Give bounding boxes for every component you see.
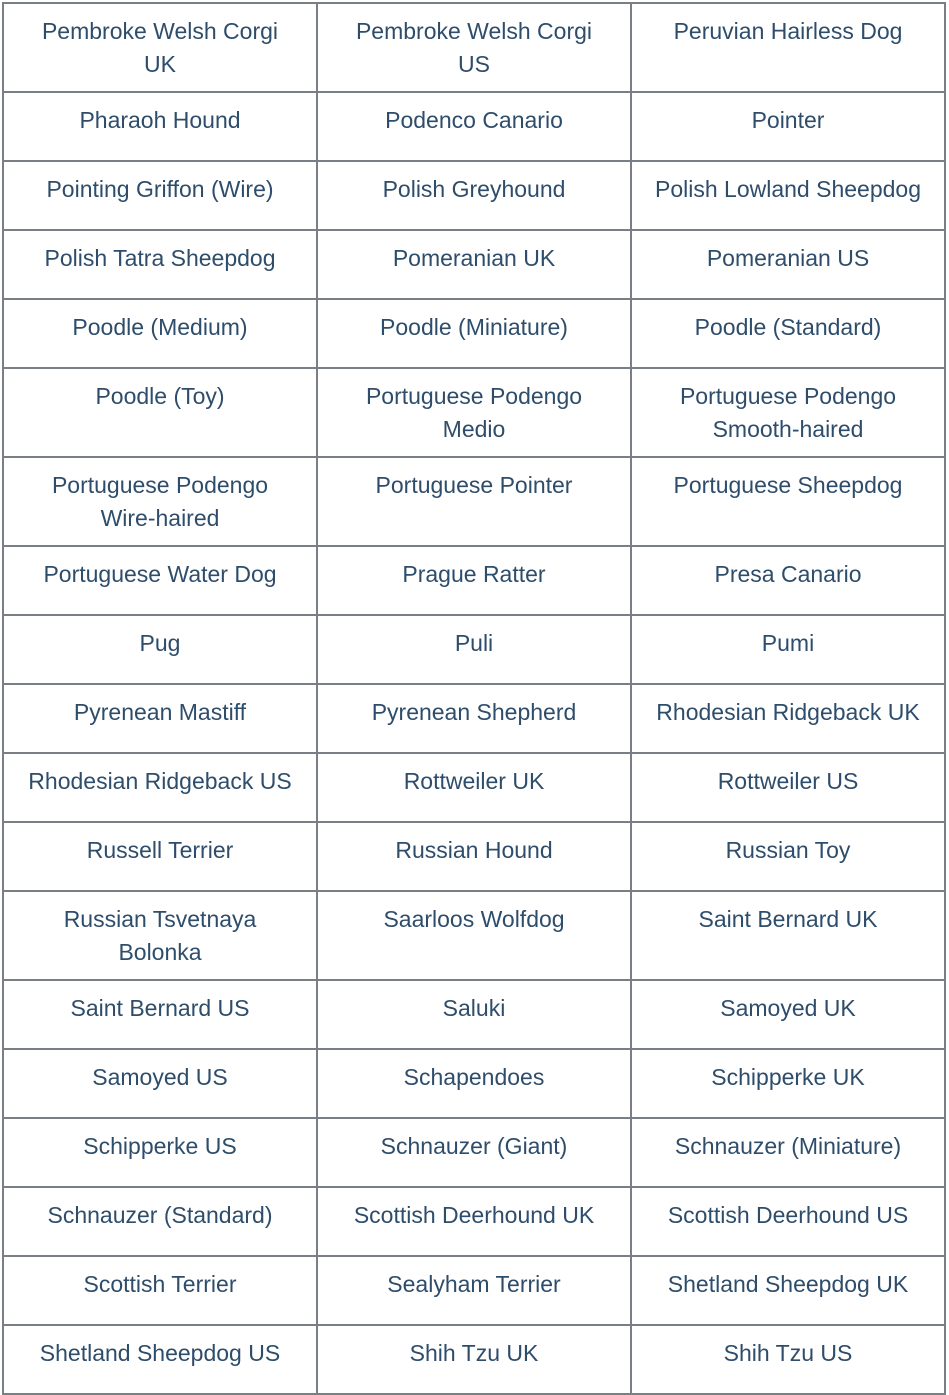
table-cell: Pyrenean Shepherd xyxy=(317,684,631,753)
table-cell: Schipperke US xyxy=(3,1118,317,1187)
table-cell: Pug xyxy=(3,615,317,684)
table-cell: Samoyed UK xyxy=(631,980,945,1049)
table-cell: Rottweiler US xyxy=(631,753,945,822)
table-cell: Portuguese Podengo Medio xyxy=(317,368,631,457)
table-row xyxy=(3,230,945,299)
table-cell: Portuguese Podengo Smooth-haired xyxy=(631,368,945,457)
table-cell: Scottish Terrier xyxy=(3,1256,317,1325)
table-cell: Polish Lowland Sheepdog xyxy=(631,161,945,230)
table-cell: Schnauzer (Miniature) xyxy=(631,1118,945,1187)
table-cell: Scottish Deerhound UK xyxy=(317,1187,631,1256)
table-cell: Schnauzer (Giant) xyxy=(317,1118,631,1187)
table-cell: Pumi xyxy=(631,615,945,684)
table-row xyxy=(3,1118,945,1187)
table-cell: Rottweiler UK xyxy=(317,753,631,822)
table-row xyxy=(3,1256,945,1325)
table-row xyxy=(3,368,945,457)
table-cell: Shih Tzu US xyxy=(631,1325,945,1394)
table-cell: Polish Tatra Sheepdog xyxy=(3,230,317,299)
table-cell: Presa Canario xyxy=(631,546,945,615)
table-row xyxy=(3,92,945,161)
table-cell: Saluki xyxy=(317,980,631,1049)
table-row xyxy=(3,1187,945,1256)
table-row xyxy=(3,615,945,684)
table-cell: Schapendoes xyxy=(317,1049,631,1118)
table-cell: Pembroke Welsh Corgi UK xyxy=(3,3,317,92)
table-cell: Russian Tsvetnaya Bolonka xyxy=(3,891,317,980)
table-cell: Pointing Griffon (Wire) xyxy=(3,161,317,230)
table-cell: Portuguese Sheepdog xyxy=(631,457,945,546)
table-cell: Poodle (Toy) xyxy=(3,368,317,457)
table-cell: Saint Bernard US xyxy=(3,980,317,1049)
table-row xyxy=(3,822,945,891)
table-cell: Prague Ratter xyxy=(317,546,631,615)
table-cell: Pembroke Welsh Corgi US xyxy=(317,3,631,92)
table-cell: Russian Toy xyxy=(631,822,945,891)
table-cell: Pharaoh Hound xyxy=(3,92,317,161)
table-cell: Russell Terrier xyxy=(3,822,317,891)
table-cell: Scottish Deerhound US xyxy=(631,1187,945,1256)
table-row xyxy=(3,161,945,230)
table-cell: Schipperke UK xyxy=(631,1049,945,1118)
table-row xyxy=(3,753,945,822)
breed-table-body xyxy=(3,3,945,1394)
table-cell: Schnauzer (Standard) xyxy=(3,1187,317,1256)
table-row xyxy=(3,980,945,1049)
table-cell: Rhodesian Ridgeback US xyxy=(3,753,317,822)
table-cell: Pointer xyxy=(631,92,945,161)
table-cell: Poodle (Miniature) xyxy=(317,299,631,368)
breed-table xyxy=(2,2,946,1395)
table-cell: Russian Hound xyxy=(317,822,631,891)
table-cell: Pomeranian US xyxy=(631,230,945,299)
table-row xyxy=(3,1049,945,1118)
table-cell: Peruvian Hairless Dog xyxy=(631,3,945,92)
table-row xyxy=(3,3,945,92)
table-cell: Portuguese Pointer xyxy=(317,457,631,546)
table-cell: Podenco Canario xyxy=(317,92,631,161)
table-cell: Shetland Sheepdog US xyxy=(3,1325,317,1394)
table-cell: Polish Greyhound xyxy=(317,161,631,230)
table-row xyxy=(3,1325,945,1394)
table-cell: Sealyham Terrier xyxy=(317,1256,631,1325)
table-row xyxy=(3,299,945,368)
table-row xyxy=(3,457,945,546)
table-cell: Poodle (Standard) xyxy=(631,299,945,368)
table-cell: Portuguese Podengo Wire-haired xyxy=(3,457,317,546)
table-cell: Saint Bernard UK xyxy=(631,891,945,980)
table-cell: Rhodesian Ridgeback UK xyxy=(631,684,945,753)
table-cell: Samoyed US xyxy=(3,1049,317,1118)
table-cell: Puli xyxy=(317,615,631,684)
table-cell: Shetland Sheepdog UK xyxy=(631,1256,945,1325)
table-row xyxy=(3,684,945,753)
table-cell: Saarloos Wolfdog xyxy=(317,891,631,980)
table-row xyxy=(3,891,945,980)
table-row xyxy=(3,546,945,615)
table-cell: Pomeranian UK xyxy=(317,230,631,299)
table-cell: Shih Tzu UK xyxy=(317,1325,631,1394)
table-cell: Poodle (Medium) xyxy=(3,299,317,368)
table-cell: Portuguese Water Dog xyxy=(3,546,317,615)
table-cell: Pyrenean Mastiff xyxy=(3,684,317,753)
